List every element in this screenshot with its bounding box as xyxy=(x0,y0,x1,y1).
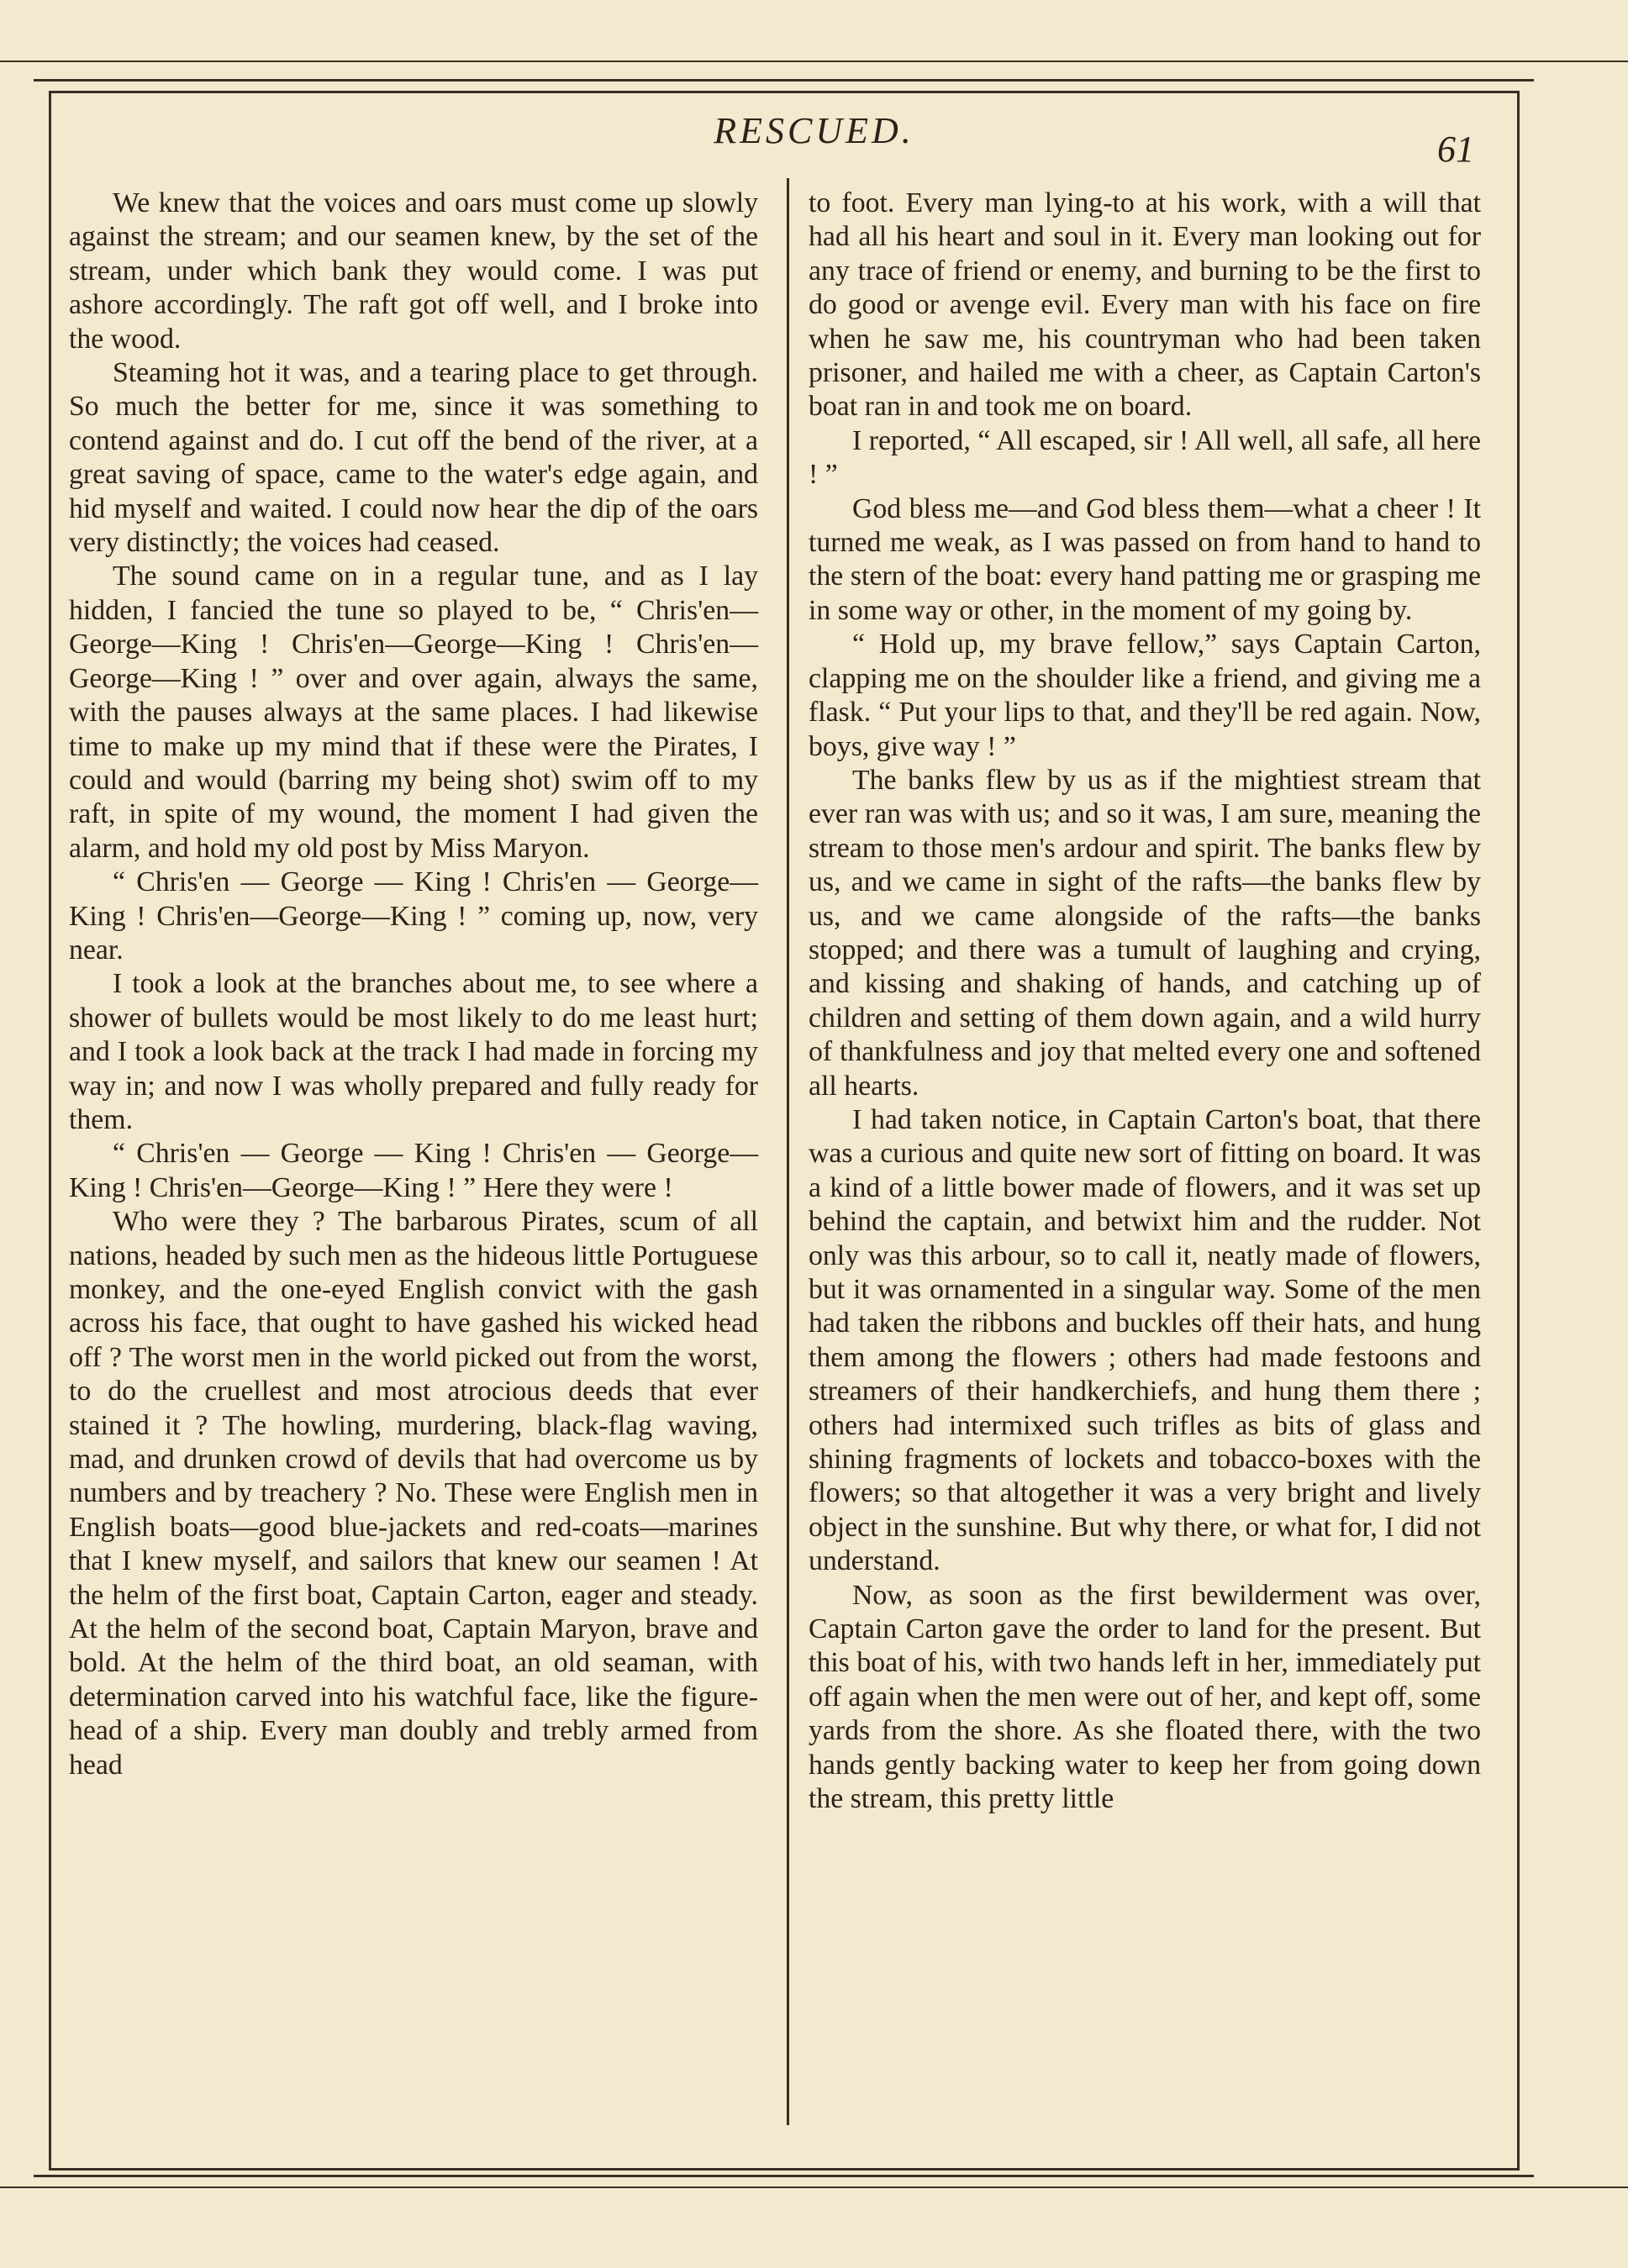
right-column xyxy=(809,187,1481,2111)
paragraph: I took a look at the branches about me, to see where a shower of bullets would be most likely to do me least hurt; and I took a look back at the track I had made in forcing my way in; and now I was wholly prepared and fully ready for them. xyxy=(69,968,758,1135)
page-number: 61 xyxy=(1437,129,1474,170)
paragraph: We knew that the voices and oars must come up slowly against the stream; and our seamen knew, by the set of the stream, under which bank they would come. I was put ashore accordingly. The raft got off well, and I broke into the wood. xyxy=(69,187,758,355)
column-divider xyxy=(787,178,789,2125)
paragraph: Who were they ? The barbarous Pirates, scum of all nations, headed by such men as the hideous little Portuguese monkey, and the one-eyed English convict with the gash across his face, that ought to have gashed his wicked head off ? The worst men in the world picked out from the worst, to do the cruellest and most atrocious deeds that ever stained it ? The howling, murdering, black-flag waving, mad, and drunken crowd of devils that had overcome us by numbers and by treachery ? No. These were English men in English boats—good blue-jackets and red-coats—marines that I knew myself, and sailors that knew our seamen ! At the helm of the first boat, Captain Carton, eager and steady. At the helm of the second boat, Captain Maryon, brave and bold. At the helm of the third boat, an old seaman, with determination carved into his watchful face, like the figure-head of a ship. Every man doubly and trebly armed from head xyxy=(69,1206,758,1781)
paragraph: Now, as soon as the first bewilderment was over, Captain Carton gave the order to land for the present. But this boat of his, with two hands left in her, immediately put off again when the men were out of her, and kept off, some yards from the shore. As she floated there, with the two hands gently backing water to keep her from going down the stream, this pretty little xyxy=(809,1579,1481,1815)
paragraph: The banks flew by us as if the mightiest stream that ever ran was with us; and so it was, I am sure, meaning the stream to those men's ardour and spirit. The banks flew by us, and we came in sight of the rafts—the banks flew by us, and we came alongside of the rafts—the banks stopped; and there was a tumult of laughing and crying, and kissing and shaking of hands, and catching up of children and setting of them down again, and a wild hurry of thankfulness and joy that melted every one and softened all hearts. xyxy=(809,764,1481,1102)
paragraph: God bless me—and God bless them—what a cheer ! It turned me weak, as I was passed on from hand to hand to the stern of the boat: every hand patting me or grasping me in some way or other, in the moment of my going by. xyxy=(809,492,1481,626)
paragraph: “ Chris'en — George — King ! Chris'en — George—King ! Chris'en—George—King ! ” Here they were ! xyxy=(69,1138,758,1203)
bottom-outer-rule xyxy=(0,2186,1628,2188)
paragraph-continuation: to foot. Every man lying-to at his work, with a will that had all his heart and soul in it. Every man looking out for any trace of friend or enemy, and burning to be the first to do good or avenge evil. Every man with his face on fire when he saw me, his countryman who had been taken prisoner, and hailed me with a cheer, as Captain Carton's boat ran in and took me on board. xyxy=(809,187,1481,423)
paragraph: “ Chris'en — George — King ! Chris'en — George—King ! Chris'en—George—King ! ” coming up, now, very near. xyxy=(69,866,758,966)
paragraph: Steaming hot it was, and a tearing place to get through. So much the better for me, since it was something to contend against and do. I cut off the bend of the river, at a great saving of space, came to the water's edge again, and hid myself and waited. I could now hear the dip of the oars very distinctly; the voices had ceased. xyxy=(69,357,758,559)
running-title: RESCUED. xyxy=(714,110,914,151)
paragraph: The sound came on in a regular tune, and as I lay hidden, I fancied the tune so played to be, “ Chris'en—George—King ! Chris'en—George—King ! Chris'en—George—King ! ” over and over again, always the same, with the pauses always at the same places. I had likewise time to make up my mind that if these were the Pirates, I could and would (barring my being shot) swim off to my raft, in spite of my wound, the moment I had given the alarm, and hold my old post by Miss Maryon. xyxy=(69,560,758,864)
top-inner-rule xyxy=(34,79,1534,82)
top-outer-rule xyxy=(0,61,1628,62)
paragraph: I had taken notice, in Captain Carton's boat, that there was a curious and quite new sort of fitting on board. It was a kind of a little bower made of flowers, and it was set up behind the captain, and betwixt him and the rudder. Not only was this arbour, so to call it, neatly made of flowers, but it was ornamented in a singular way. Some of the men had taken the ribbons and buckles off their hats, and hung them among the flowers ; others had made festoons and streamers of their handkerchiefs, and hung them there ; others had intermixed such trifles as bits of glass and shining fragments of lockets and tobacco-boxes with the flowers; so that altogether it was a very bright and lively object in the sunshine. But why there, or what for, I did not understand. xyxy=(809,1103,1481,1577)
paragraph: “ Hold up, my brave fellow,” says Captain Carton, clapping me on the shoulder like a friend, and giving me a flask. “ Put your lips to that, and they'll be red again. Now, boys, give way ! ” xyxy=(809,629,1481,762)
paragraph: I reported, “ All escaped, sir ! All well, all safe, all here ! ” xyxy=(809,424,1481,491)
bottom-inner-rule xyxy=(34,2175,1534,2177)
left-column xyxy=(69,187,758,2111)
